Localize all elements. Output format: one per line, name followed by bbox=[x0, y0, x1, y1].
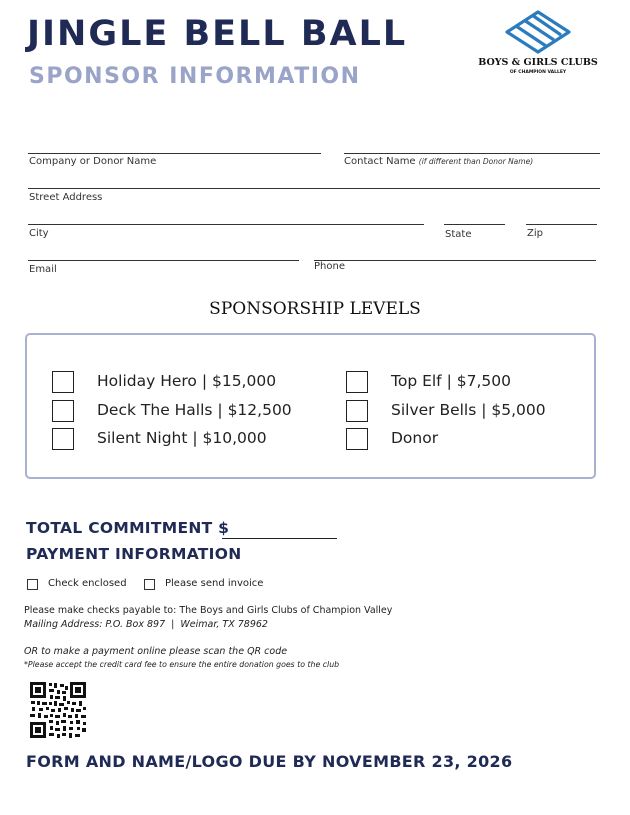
email-input-line[interactable] bbox=[28, 260, 299, 261]
street-input-line[interactable] bbox=[28, 188, 600, 189]
level-label: Donor bbox=[391, 429, 439, 447]
level-label: Top Elf | $7,500 bbox=[391, 372, 511, 390]
level-checkbox[interactable] bbox=[346, 428, 368, 450]
payment-checkbox[interactable] bbox=[144, 579, 155, 590]
company-label: Company or Donor Name bbox=[29, 156, 157, 167]
payment-qr-code-icon[interactable] bbox=[30, 682, 86, 738]
zip-label: Zip bbox=[527, 228, 543, 239]
credit-card-fee-note: *Please accept the credit card fee to ensure the entire donation goes to the club bbox=[24, 660, 340, 669]
club-logo-name: BOYS & GIRLS CLUBS bbox=[478, 57, 598, 68]
contact-label-note: (if different than Donor Name) bbox=[418, 157, 534, 166]
level-label: Silent Night | $10,000 bbox=[97, 429, 267, 447]
level-checkbox[interactable] bbox=[52, 371, 74, 393]
level-checkbox[interactable] bbox=[52, 428, 74, 450]
deadline-notice: FORM AND NAME/LOGO DUE BY NOVEMBER 23, 2026 bbox=[26, 752, 513, 771]
payment-option-label: Please send invoice bbox=[165, 578, 264, 589]
phone-label: Phone bbox=[314, 261, 345, 272]
level-label: Holiday Hero | $15,000 bbox=[97, 372, 277, 390]
total-commitment-label: TOTAL COMMITMENT $ bbox=[26, 519, 230, 537]
sponsorship-levels-box bbox=[25, 333, 596, 479]
payable-to-text: Please make checks payable to: The Boys and Girls Clubs of Champion Valley bbox=[24, 605, 393, 616]
contact-label bbox=[344, 156, 533, 167]
club-logo bbox=[478, 10, 598, 82]
company-input-line[interactable] bbox=[28, 153, 321, 154]
phone-input-line[interactable] bbox=[314, 260, 596, 261]
total-commitment-input-line[interactable] bbox=[222, 538, 337, 539]
city-input-line[interactable] bbox=[28, 224, 424, 225]
qr-instruction-text: OR to make a payment online please scan the QR code bbox=[24, 646, 288, 657]
level-checkbox[interactable] bbox=[346, 400, 368, 422]
contact-label-text: Contact Name bbox=[344, 156, 416, 167]
level-label: Silver Bells | $5,000 bbox=[391, 401, 546, 419]
level-checkbox[interactable] bbox=[346, 371, 368, 393]
state-label: State bbox=[445, 229, 472, 240]
mailing-address-text: Mailing Address: P.O. Box 897 | Weimar, TX 78962 bbox=[24, 619, 268, 630]
city-label: City bbox=[29, 228, 49, 239]
boys-girls-clubs-diamond-logo-icon bbox=[503, 10, 573, 54]
sponsorship-levels-heading: SPONSORSHIP LEVELS bbox=[209, 299, 421, 319]
street-label: Street Address bbox=[29, 192, 103, 203]
email-label: Email bbox=[29, 264, 57, 275]
contact-input-line[interactable] bbox=[344, 153, 600, 154]
payment-information-heading: PAYMENT INFORMATION bbox=[26, 545, 242, 563]
level-checkbox[interactable] bbox=[52, 400, 74, 422]
club-logo-subname: OF CHAMPION VALLEY bbox=[509, 70, 567, 75]
payment-checkbox[interactable] bbox=[27, 579, 38, 590]
payment-option-label: Check enclosed bbox=[48, 578, 127, 589]
form-subtitle: SPONSOR INFORMATION bbox=[29, 64, 361, 89]
zip-input-line[interactable] bbox=[526, 224, 597, 225]
state-input-line[interactable] bbox=[444, 224, 505, 225]
level-label: Deck The Halls | $12,500 bbox=[97, 401, 292, 419]
form-title: JINGLE BELL BALL bbox=[27, 14, 408, 54]
